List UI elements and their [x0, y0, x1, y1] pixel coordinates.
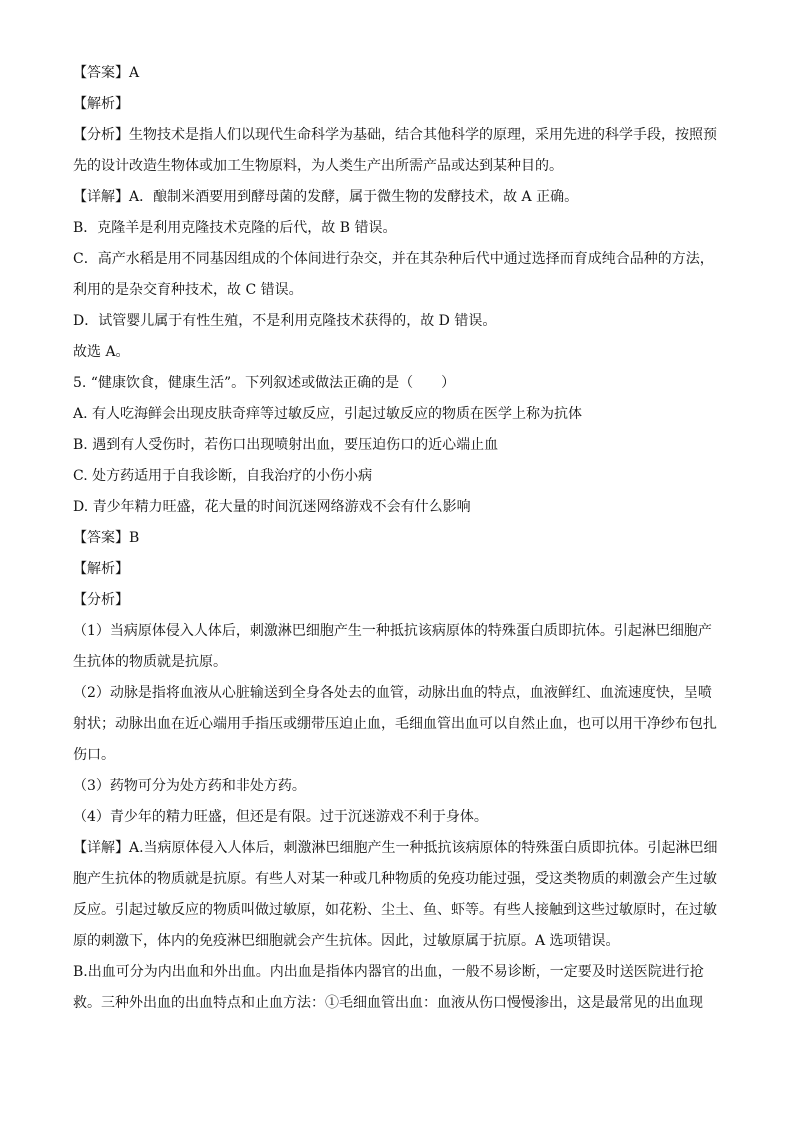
analysis-text-line: 先的设计改造生物体或加工生物原料，为人类生产出所需产品或达到某种目的。	[73, 158, 563, 174]
detail-text-line: C．高产水稻是用不同基因组成的个体间进行杂交，并在其杂种后代中通过选择而育成纯合品种的方法，	[73, 251, 714, 267]
detail-text-line: 救。三种外出血的出血特点和止血方法：①毛细血管出血：血液从伤口慢慢渗出，这是最常见的出血现	[73, 995, 703, 1011]
option-c: C. 处方药适用于自我诊断，自我治疗的小伤小病	[73, 468, 373, 484]
conclusion-line: 故选 A。	[73, 344, 130, 360]
option-a: A. 有人吃海鲜会出现皮肤奇痒等过敏反应，引起过敏反应的物质在医学上称为抗体	[73, 406, 583, 422]
option-d: D. 青少年精力旺盛，花大量的时间沉迷网络游戏不会有什么影响	[73, 499, 471, 515]
detail-text-line: B.出血可分为内出血和外出血。内出血是指体内器官的出血，一般不易诊断，一定要及时送医院进行抢	[73, 964, 704, 980]
analysis-point-line: 射状；动脉出血在近心端用手指压或绷带压迫止血，毛细血管出血可以自然止血，也可以用干净纱布包扎	[73, 716, 717, 732]
detail-text-line: 反应。引起过敏反应的物质叫做过敏原，如花粉、尘土、鱼、虾等。有些人接触到这些过敏原时，在过敏	[73, 902, 717, 918]
analysis-text-line: 【分析】生物技术是指人们以现代生命科学为基础，结合其他科学的原理，采用先进的科学手段，按照预	[73, 127, 717, 143]
analysis-point-line: （2）动脉是指将血液从心脏输送到全身各处去的血管，动脉出血的特点，血液鲜红、血流速度快，呈喷	[73, 685, 712, 701]
detail-text-line: 胞产生抗体的物质就是抗原。有些人对某一种或几种物质的免疫功能过强，受这类物质的刺激会产生过敏	[73, 871, 717, 887]
analysis-heading-q4: 【解析】	[73, 96, 129, 112]
document-page	[73, 58, 728, 1019]
analysis-point-line: （3）药物可分为处方药和非处方药。	[73, 778, 306, 794]
detail-text-line: 【详解】A.当病原体侵入人体后，刺激淋巴细胞产生一种抵抗该病原体的特殊蛋白质即抗体。引起淋巴细	[73, 840, 718, 856]
analysis-heading-q5: 【解析】	[73, 561, 129, 577]
question-5-stem: 5. “健康饮食，健康生活”。下列叙述或做法正确的是（ ）	[73, 375, 456, 391]
detail-text-line: 原的刺激下，体内的免疫淋巴细胞就会产生抗体。因此，过敏原属于抗原。A 选项错误。	[73, 933, 620, 949]
detail-text-line: B．克隆羊是利用克隆技术克隆的后代，故 B 错误。	[73, 220, 397, 236]
answer-line-q4: 【答案】A	[73, 65, 140, 81]
analysis-point-line: 伤口。	[73, 747, 115, 763]
detail-text-line: 【详解】A．酿制米酒要用到酵母菌的发酵，属于微生物的发酵技术，故 A 正确。	[73, 189, 579, 205]
analysis-point-line: （1）当病原体侵入人体后，刺激淋巴细胞产生一种抵抗该病原体的特殊蛋白质即抗体。引起淋巴细胞产	[73, 623, 712, 639]
analysis-point-line: 生抗体的物质就是抗原。	[73, 654, 227, 670]
analysis-subheading-q5: 【分析】	[73, 592, 129, 608]
answer-line-q5: 【答案】B	[73, 530, 140, 546]
detail-text-line: 利用的是杂交育种技术，故 C 错误。	[73, 282, 303, 298]
detail-text-line: D．试管婴儿属于有性生殖，不是利用克隆技术获得的，故 D 错误。	[73, 313, 497, 329]
option-b: B. 遇到有人受伤时，若伤口出现喷射出血，要压迫伤口的近心端止血	[73, 437, 499, 453]
analysis-point-line: （4）青少年的精力旺盛，但还是有限。过于沉迷游戏不利于身体。	[73, 809, 488, 825]
